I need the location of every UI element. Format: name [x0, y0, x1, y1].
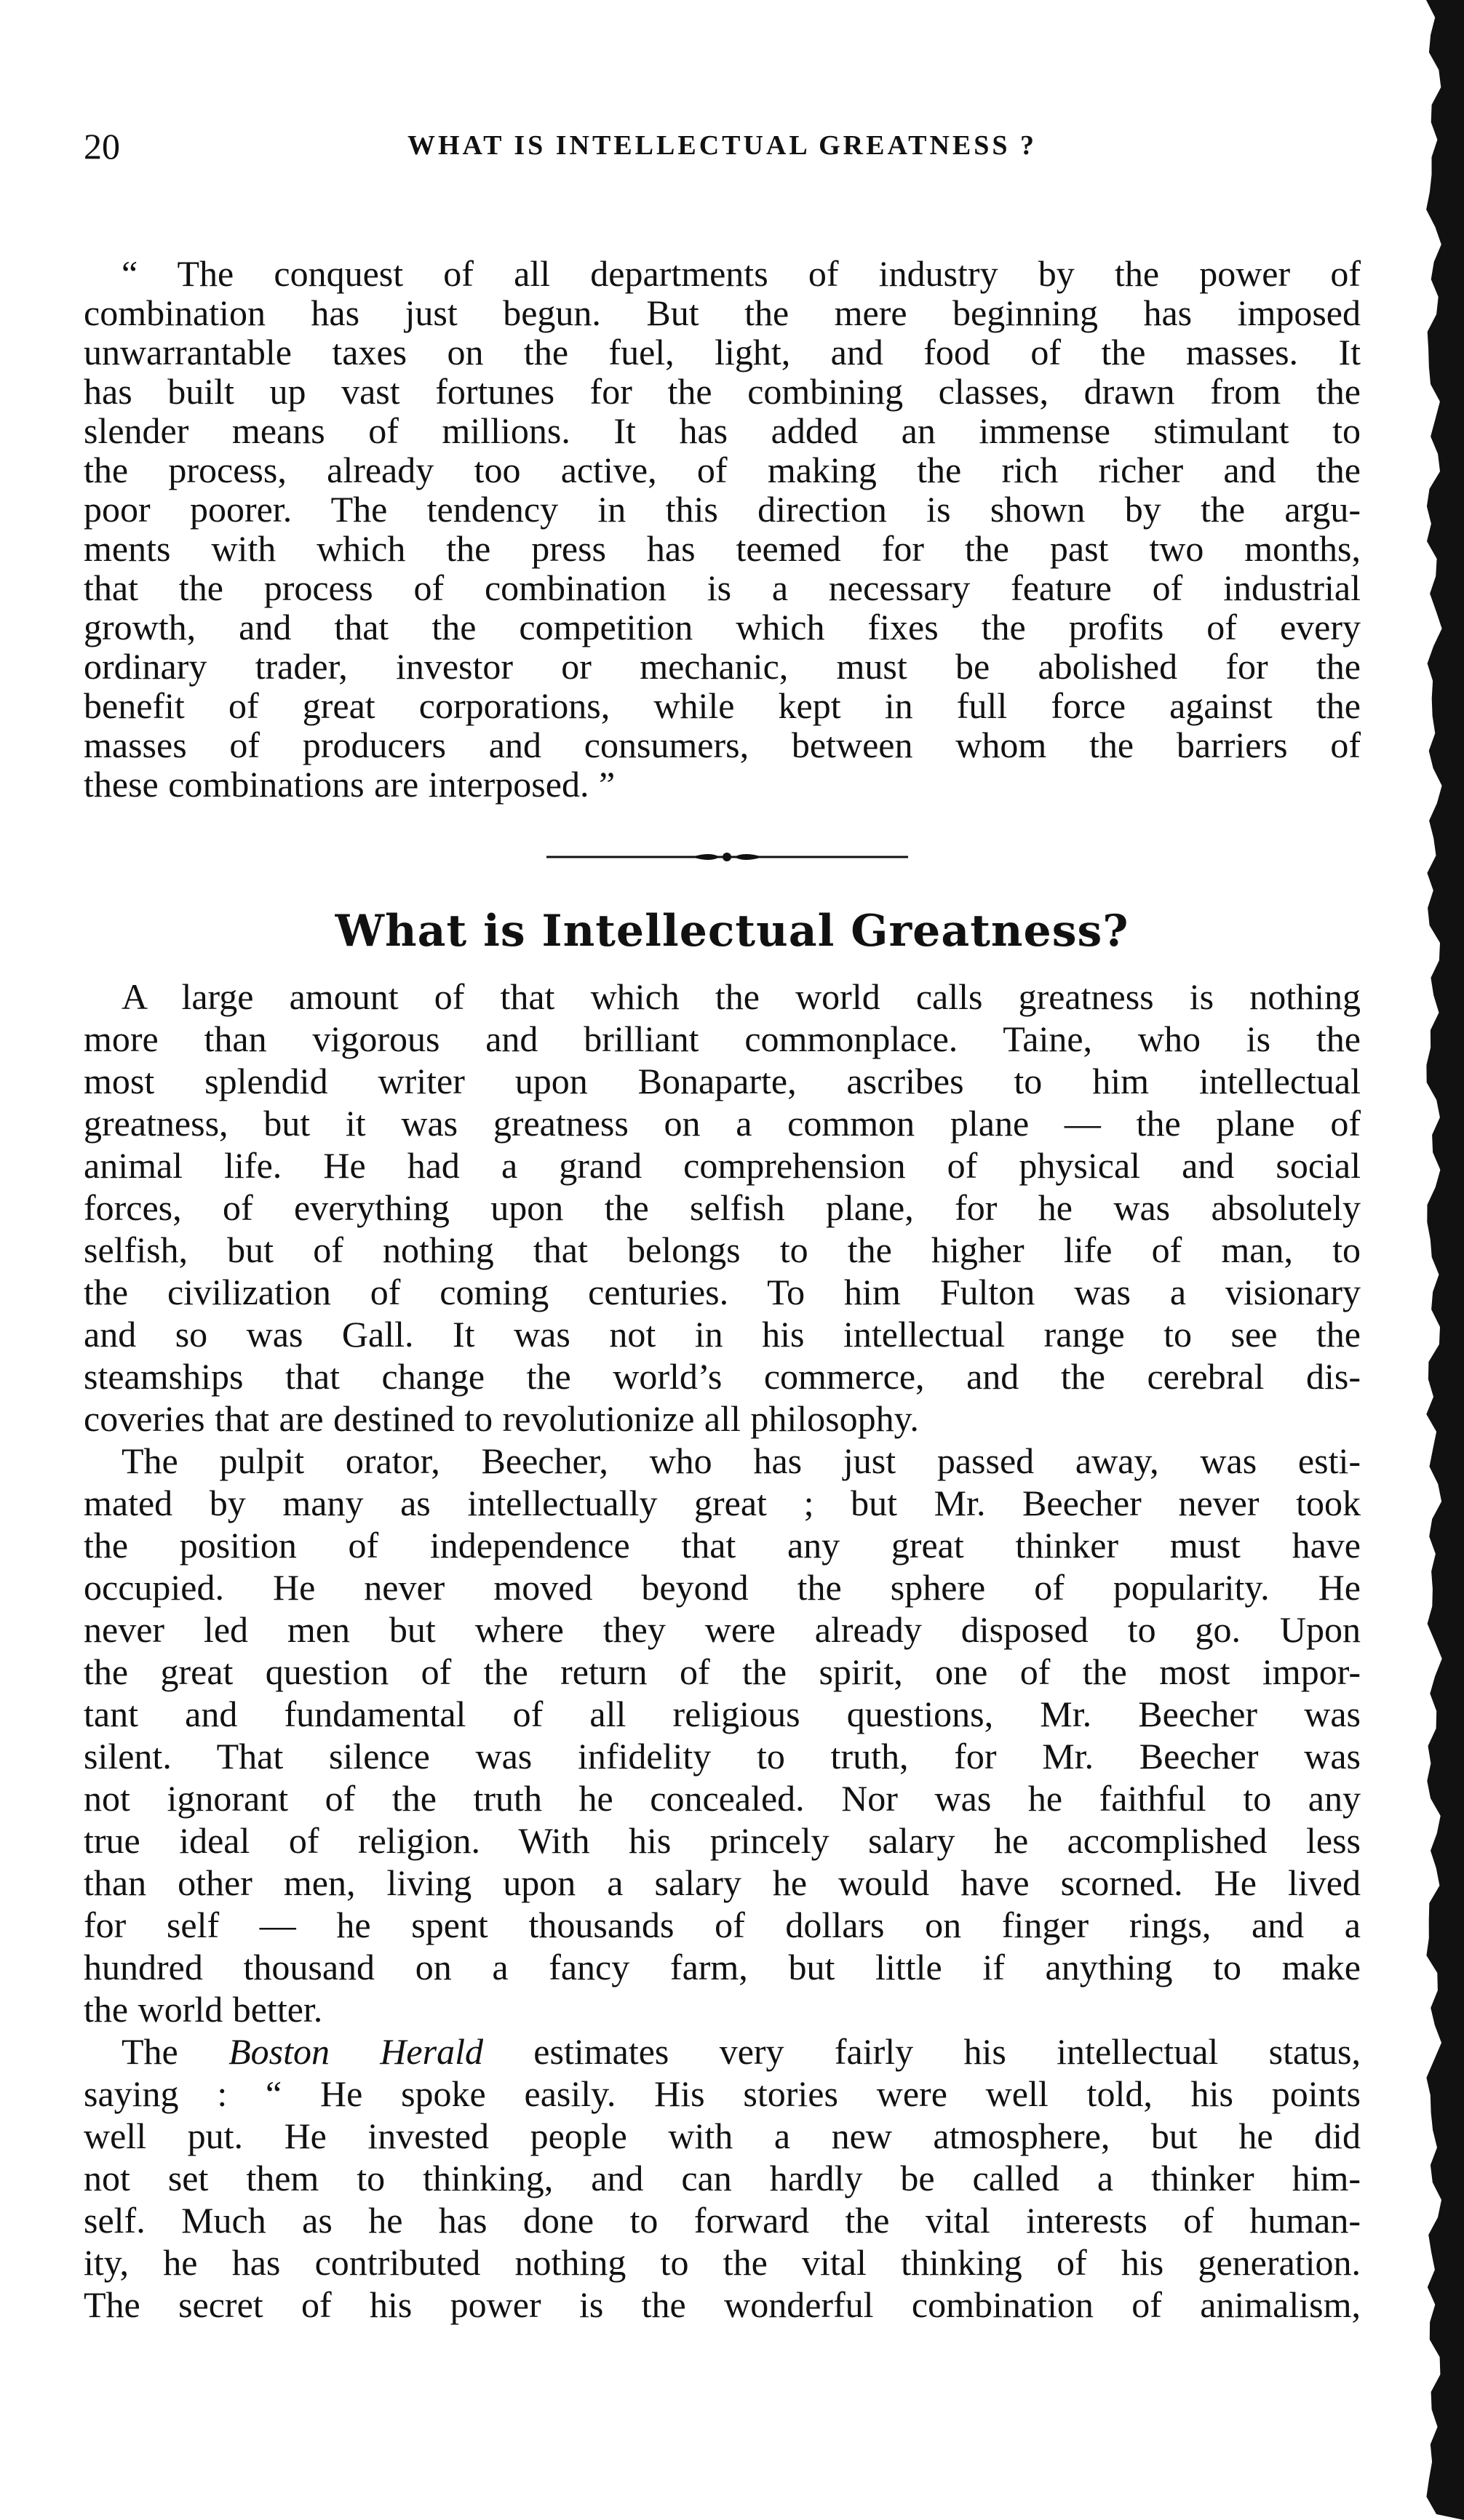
running-title: WHAT IS INTELLECTUAL GREATNESS ?: [407, 130, 1037, 161]
running-head: [84, 125, 1361, 169]
text-line: not ignorant of the truth he concealed. Nor was he faithful to any: [84, 1778, 1361, 1819]
paragraph-4: [84, 2030, 1361, 2326]
text-line: these combinations are interposed. ”: [84, 764, 616, 805]
text-line: [84, 2030, 1361, 2073]
text-segment: The: [122, 2031, 229, 2072]
page-number: 20: [84, 126, 120, 167]
text-line: ity, he has contributed nothing to the vital thinking of his generation.: [84, 2242, 1361, 2283]
text-line: more than vigorous and brilliant commonplace. Taine, who is the: [84, 1018, 1361, 1059]
text-line: self. Much as he has done to forward the vital interests of human-: [84, 2200, 1361, 2241]
text-line: saying : “ He spoke easily. His stories were well told, his points: [84, 2073, 1361, 2114]
text-line: the world better.: [84, 1989, 323, 2030]
text-segment: estimates very fairly his intellectual status,: [482, 2031, 1361, 2072]
text-line: greatness, but it was greatness on a common plane — the plane of: [84, 1103, 1361, 1144]
section-heading: What is Intellectual Greatness?: [335, 906, 1129, 957]
text-line: masses of producers and consumers, between whom the barriers of: [84, 725, 1361, 765]
text-line: not set them to thinking, and can hardly be called a thinker him-: [84, 2158, 1361, 2198]
text-line: tant and fundamental of all religious questions, Mr. Beecher was: [84, 1694, 1361, 1734]
text-line: ordinary trader, investor or mechanic, must be abolished for the: [84, 646, 1361, 687]
text-line: that the process of combination is a necessary feature of industrial: [84, 567, 1361, 608]
text-line: occupied. He never moved beyond the sphere of popularity. He: [84, 1567, 1361, 1608]
text-line: “ The conquest of all departments of industry by the power of: [122, 253, 1361, 294]
page-binding-edge: [1413, 0, 1464, 2520]
text-line: the civilization of coming centuries. To him Fulton was a visionary: [84, 1272, 1361, 1312]
text-line: than other men, living upon a salary he would have scorned. He lived: [84, 1862, 1361, 1903]
text-line: most splendid writer upon Bonaparte, ascribes to him intellectual: [84, 1061, 1361, 1101]
quote-paragraph: [84, 254, 1361, 804]
text-line: coveries that are destined to revolutionize all philosophy.: [84, 1398, 919, 1439]
text-line: growth, and that the competition which fixes the profits of every: [84, 607, 1361, 647]
text-line: A large amount of that which the world calls greatness is nothing: [122, 976, 1361, 1017]
text-line: The pulpit orator, Beecher, who has just passed away, was esti-: [122, 1440, 1361, 1481]
text-line: for self — he spent thousands of dollars on finger rings, and a: [84, 1905, 1361, 1945]
text-line: selfish, but of nothing that belongs to the higher life of man, to: [84, 1229, 1361, 1270]
text-line: combination has just begun. But the mere beginning has imposed: [84, 292, 1361, 333]
body-text: [84, 976, 1361, 2326]
paragraph-2: [84, 976, 1361, 1440]
text-line: the process, already too active, of making the rich richer and the: [84, 450, 1361, 490]
paragraph-3: [84, 1440, 1361, 2030]
text-line: the position of independence that any great thinker must have: [84, 1525, 1361, 1566]
text-line: forces, of everything upon the selfish plane, for he was absolutely: [84, 1187, 1361, 1228]
text-line: mated by many as intellectually great ; but Mr. Beecher never took: [84, 1483, 1361, 1523]
text-line: The secret of his power is the wonderful combination of animalism,: [84, 2284, 1361, 2325]
text-line: poor poorer. The tendency in this direction is shown by the argu-: [84, 489, 1361, 530]
text-line: and so was Gall. It was not in his intellectual range to see the: [84, 1314, 1361, 1355]
text-line: unwarrantable taxes on the fuel, light, and food of the masses. It: [84, 332, 1361, 372]
text-line: has built up vast fortunes for the combining classes, drawn from the: [84, 371, 1361, 412]
text-line: hundred thousand on a fancy farm, but little if anything to make: [84, 1947, 1361, 1987]
text-line: ments with which the press has teemed for the past two months,: [84, 528, 1361, 569]
text-line: well put. He invested people with a new atmosphere, but he did: [84, 2116, 1361, 2156]
text-line: the great question of the return of the spirit, one of the most impor-: [84, 1651, 1361, 1692]
text-line: never led men but where they were already disposed to go. Upon: [84, 1609, 1361, 1650]
ornamental-divider: [546, 851, 908, 863]
text-line: slender means of millions. It has added an immense stimulant to: [84, 410, 1361, 451]
text-line: steamships that change the world’s commerce, and the cerebral dis-: [84, 1356, 1361, 1397]
text-line: benefit of great corporations, while kept in full force against the: [84, 685, 1361, 726]
text-line: silent. That silence was infidelity to truth, for Mr. Beecher was: [84, 1736, 1361, 1777]
newspaper-title: Boston Herald: [228, 2031, 483, 2072]
text-line: true ideal of religion. With his princely salary he accomplished less: [84, 1820, 1361, 1861]
text-line: animal life. He had a grand comprehension of physical and social: [84, 1145, 1361, 1186]
